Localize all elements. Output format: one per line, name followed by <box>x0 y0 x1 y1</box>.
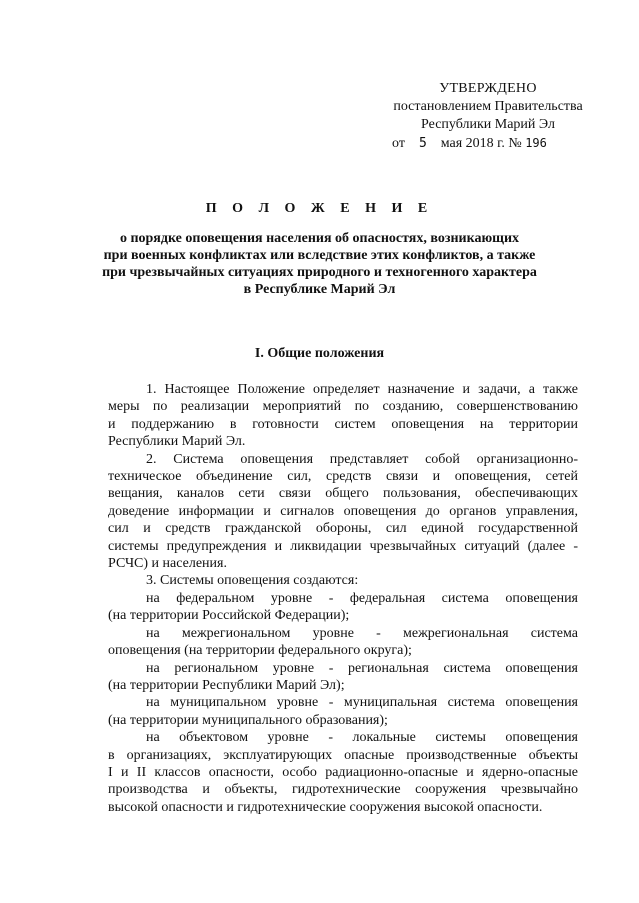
paragraph-line: оповещения (на территории федерального округа); <box>108 643 412 659</box>
approval-stamp <box>368 80 608 153</box>
paragraph-line: в организациях, эксплуатирующих опасные производственные объекты <box>108 747 578 763</box>
paragraph-line: производства и объекты, гидротехнические сооружения чрезвычайно <box>108 782 578 798</box>
paragraph-line: меры по реализации мероприятий по созданию, совершенствованию <box>108 399 578 415</box>
section-heading: I. Общие положения <box>254 346 385 361</box>
paragraph-line: доведение информации и сигналов оповещения до органов управления, <box>108 503 578 519</box>
subtitle-line: при чрезвычайных ситуациях природного и техногенного характера <box>102 265 537 280</box>
paragraph-line: на муниципальном уровне - муниципальная система оповещения <box>146 695 578 711</box>
section-body <box>108 381 578 816</box>
approval-month-year: мая 2018 г. № <box>440 136 522 151</box>
paragraph-line: (на территории Республики Марий Эл); <box>108 677 345 693</box>
paragraph-line: на объектовом уровне - локальные системы оповещения <box>146 730 578 746</box>
paragraph-line: на федеральном уровне - федеральная система оповещения <box>146 590 578 606</box>
document-subtitle <box>80 230 559 298</box>
subtitle-line: при военных конфликтах или вследствие этих конфликтов, а также <box>103 248 536 263</box>
paragraph-line: (на территории Российской Федерации); <box>108 608 350 624</box>
paragraph-line: и поддержанию в готовности систем оповещения на территории <box>108 416 578 432</box>
paragraph-line: на межрегиональном уровне - межрегиональная система <box>146 625 578 641</box>
paragraph-line: вещания, каналов сети связи общего пользования, обеспечивающих <box>108 486 578 502</box>
paragraph-line: Республики Марий Эл. <box>108 434 246 450</box>
paragraph-line: высокой опасности и гидротехнические сооружения высокой опасности. <box>108 799 543 815</box>
paragraph-line: 1. Настоящее Положение определяет назначение и задачи, а также <box>146 382 578 397</box>
paragraph-line: 3. Системы оповещения создаются: <box>146 573 359 589</box>
document-title: П О Л О Ж Е Н И Е <box>205 201 434 216</box>
approval-line-1: постановлением Правительства <box>393 99 583 114</box>
paragraph-line: техническое объединение сил, средств связи и оповещения, сетей <box>108 469 578 485</box>
approval-day: 5 <box>418 136 427 151</box>
paragraph-line: I и II классов опасности, особо радиационно-опасные и ядерно-опасные <box>108 764 578 780</box>
subtitle-line: в Республике Марий Эл <box>243 282 396 297</box>
paragraph-line: на региональном уровне - региональная система оповещения <box>146 660 578 676</box>
approval-title: УТВЕРЖДЕНО <box>439 81 537 96</box>
approval-number: 196 <box>525 136 547 150</box>
approval-date-line <box>368 134 608 153</box>
approval-date-prefix: от <box>392 136 405 151</box>
paragraph-line: РСЧС) и населения. <box>108 556 227 572</box>
subtitle-line: о порядке оповещения населения об опасностях, возникающих <box>119 231 520 246</box>
paragraph-line: 2. Система оповещения представляет собой организационно- <box>146 451 578 467</box>
paragraph-line: сил и средств гражданской обороны, сил единой государственной <box>108 521 578 537</box>
paragraph-line: системы предупреждения и ликвидации чрезвычайных ситуаций (далее - <box>108 538 578 554</box>
paragraph-line: (на территории муниципального образования); <box>108 712 388 728</box>
approval-line-2: Республики Марий Эл <box>421 117 555 132</box>
